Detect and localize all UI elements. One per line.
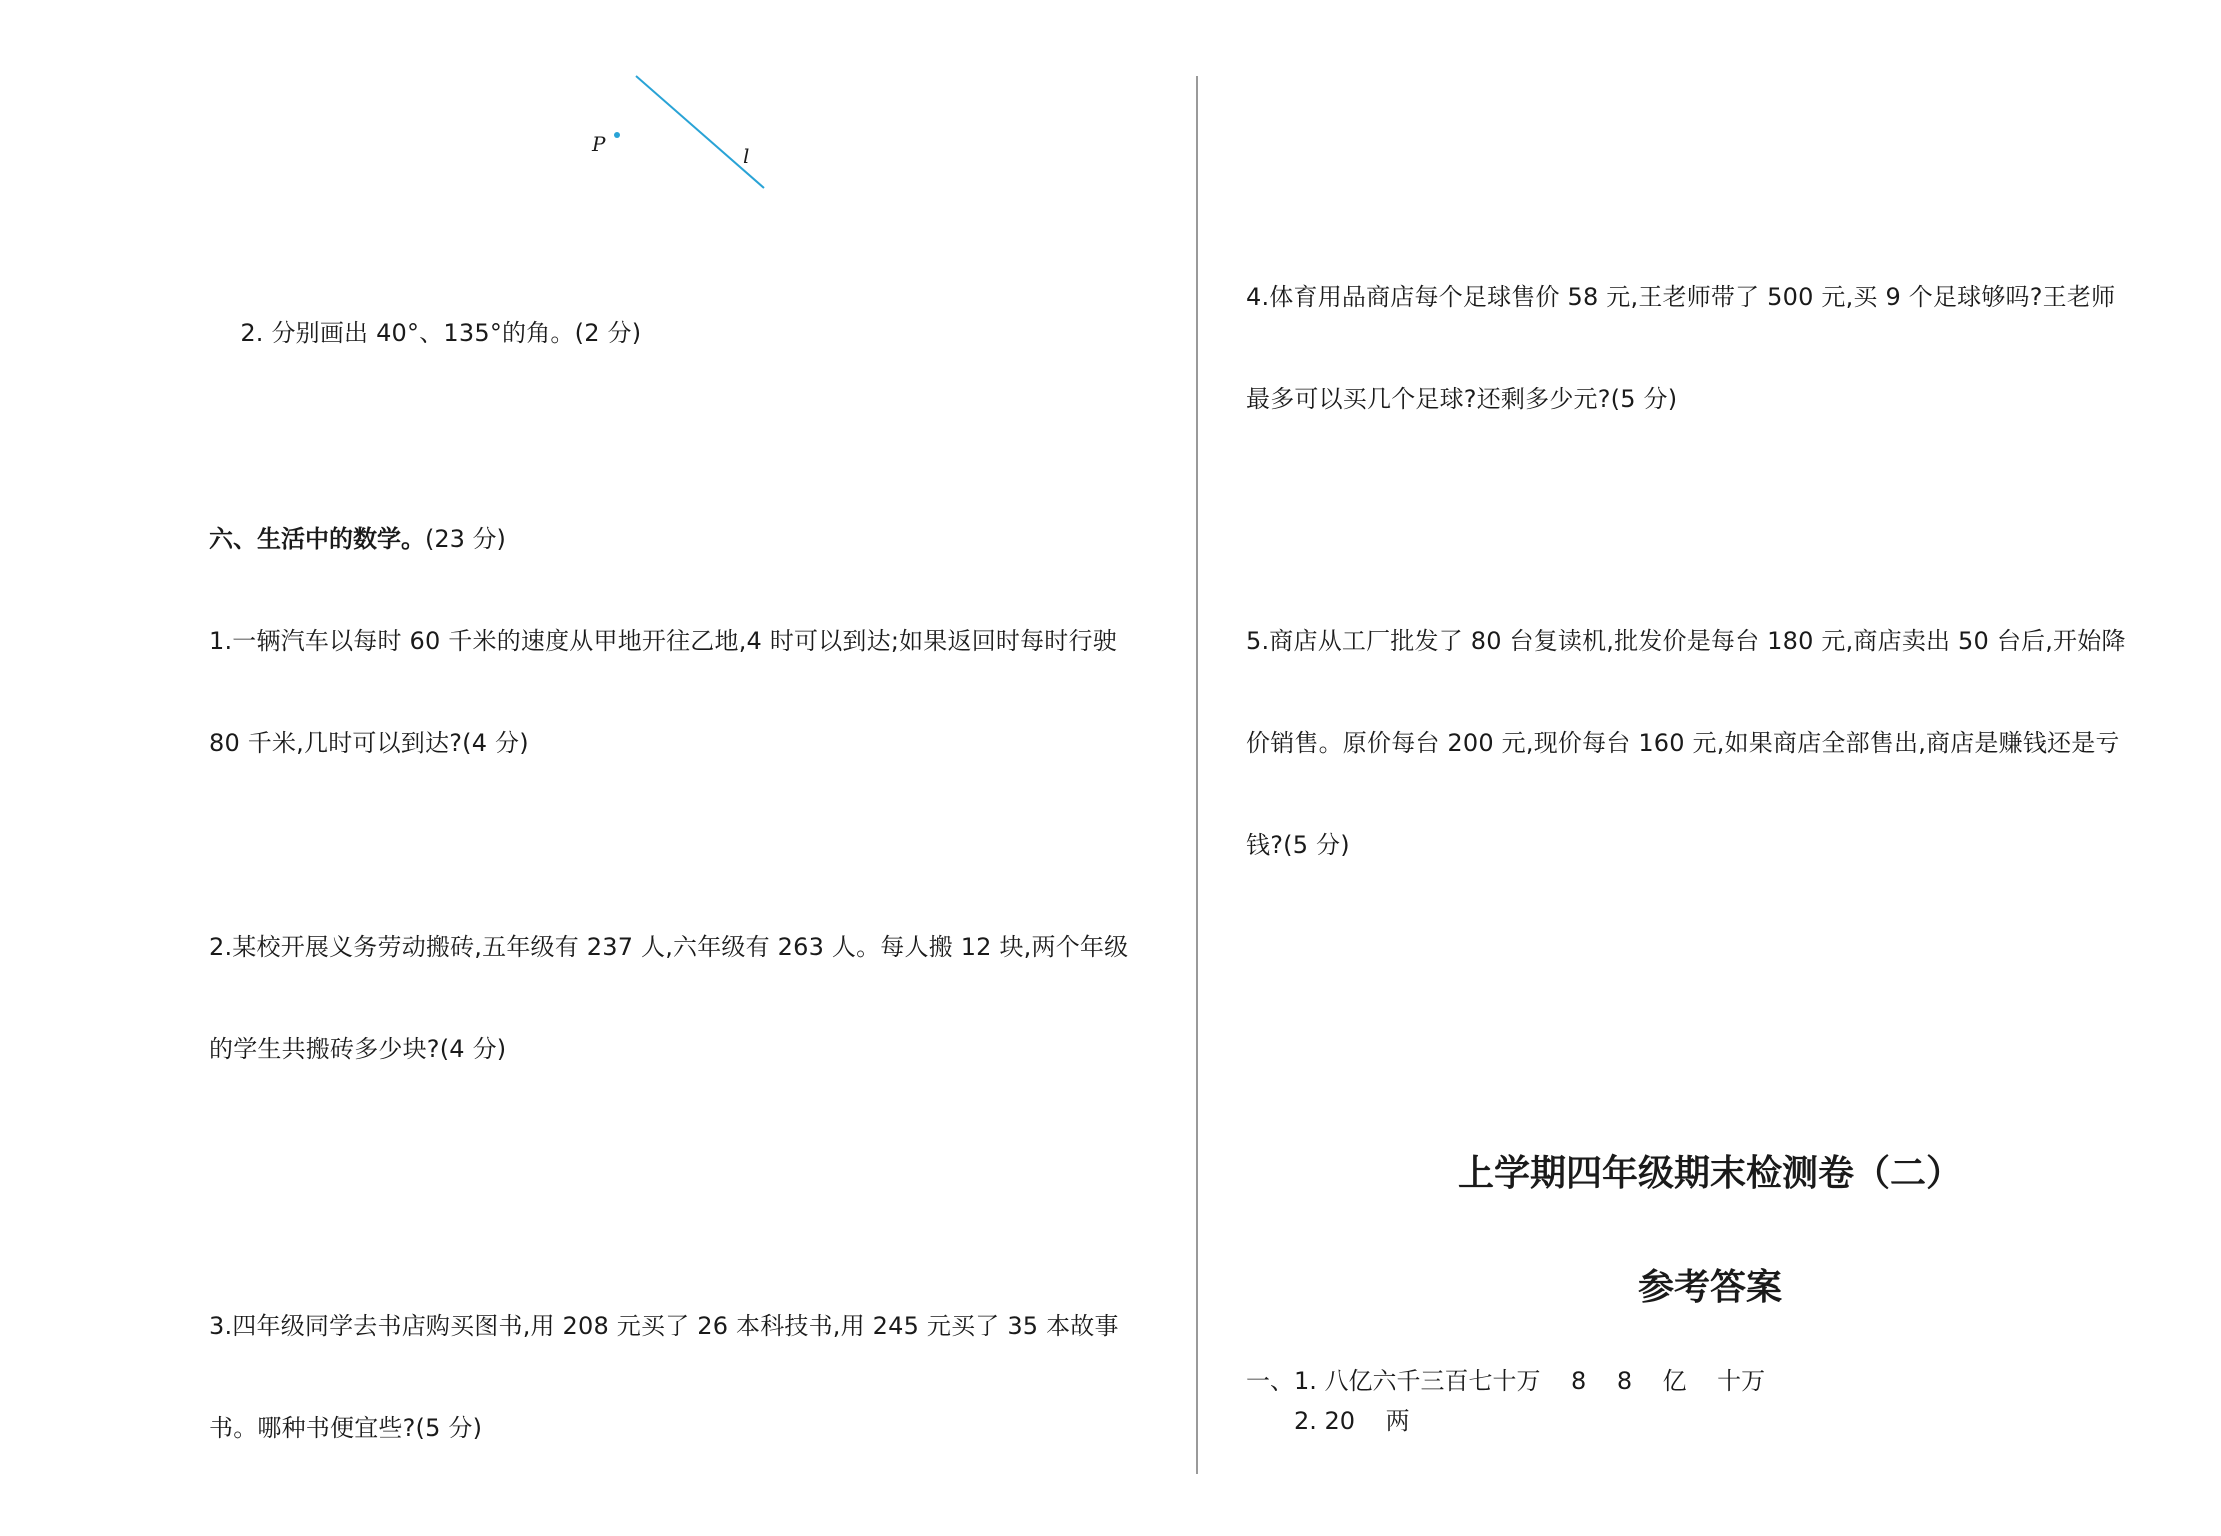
answer-key-title: 上学期四年级期末检测卷（二）: [1457, 1153, 1962, 1194]
question-6-2-line2: 的学生共搬砖多少块?(4 分): [209, 1035, 507, 1063]
point-line-diagram: [560, 70, 800, 200]
section-six-title: 六、生活中的数学。: [209, 525, 425, 553]
question-6-4: [1246, 212, 2115, 484]
column-divider: [1196, 76, 1198, 1474]
question-6-1-line1: 1.一辆汽车以每时 60 千米的速度从甲地开往乙地,4 时可以到达;如果返回时每时行驶: [209, 627, 1117, 655]
question-6-2: [209, 862, 1128, 1134]
question-6-4-line1: 4.体育用品商店每个足球售价 58 元,王老师带了 500 元,买 9 个足球够吗?王老师: [1246, 283, 2116, 311]
section-six-score: (23 分): [425, 525, 506, 553]
answer-key-subtitle: 参考答案: [1637, 1267, 1782, 1308]
point-p-label: P: [592, 132, 606, 156]
point-p: [614, 132, 620, 138]
question-6-1-line2: 80 千米,几时可以到达?(4 分): [209, 729, 529, 757]
question-6-4-line2: 最多可以买几个足球?还剩多少元?(5 分): [1246, 385, 1678, 413]
line-l: [636, 76, 764, 188]
answer-part-one-1: 一、1. 八亿六千三百七十万 8 8 亿 十万: [1246, 1367, 1766, 1395]
question-6-5-line2: 价销售。原价每台 200 元,现价每台 160 元,如果商店全部售出,商店是赚钱还是亏: [1246, 729, 2120, 757]
question-draw-angles-text: 2. 分别画出 40°、135°的角。(2 分): [240, 319, 642, 347]
point-line-figure: [560, 70, 800, 200]
question-6-3: [209, 1241, 1119, 1513]
question-draw-angles: [209, 282, 641, 384]
section-six-heading: [209, 522, 506, 556]
question-6-2-line1: 2.某校开展义务劳动搬砖,五年级有 237 人,六年级有 263 人。每人搬 12 块,两个年级: [209, 933, 1129, 961]
question-6-3-line1: 3.四年级同学去书店购买图书,用 208 元买了 26 本科技书,用 245 元买了 35 本故事: [209, 1312, 1119, 1340]
answer-part-one-2: 2. 20 两: [1294, 1407, 1410, 1435]
question-6-3-line2: 书。哪种书便宜些?(5 分): [209, 1414, 483, 1442]
question-6-5-line3: 钱?(5 分): [1246, 831, 1350, 859]
question-6-5: [1246, 556, 2126, 930]
line-l-label: l: [743, 144, 750, 168]
question-6-5-line1: 5.商店从工厂批发了 80 台复读机,批发价是每台 180 元,商店卖出 50 台后,开始降: [1246, 627, 2126, 655]
question-6-1: [209, 556, 1117, 828]
